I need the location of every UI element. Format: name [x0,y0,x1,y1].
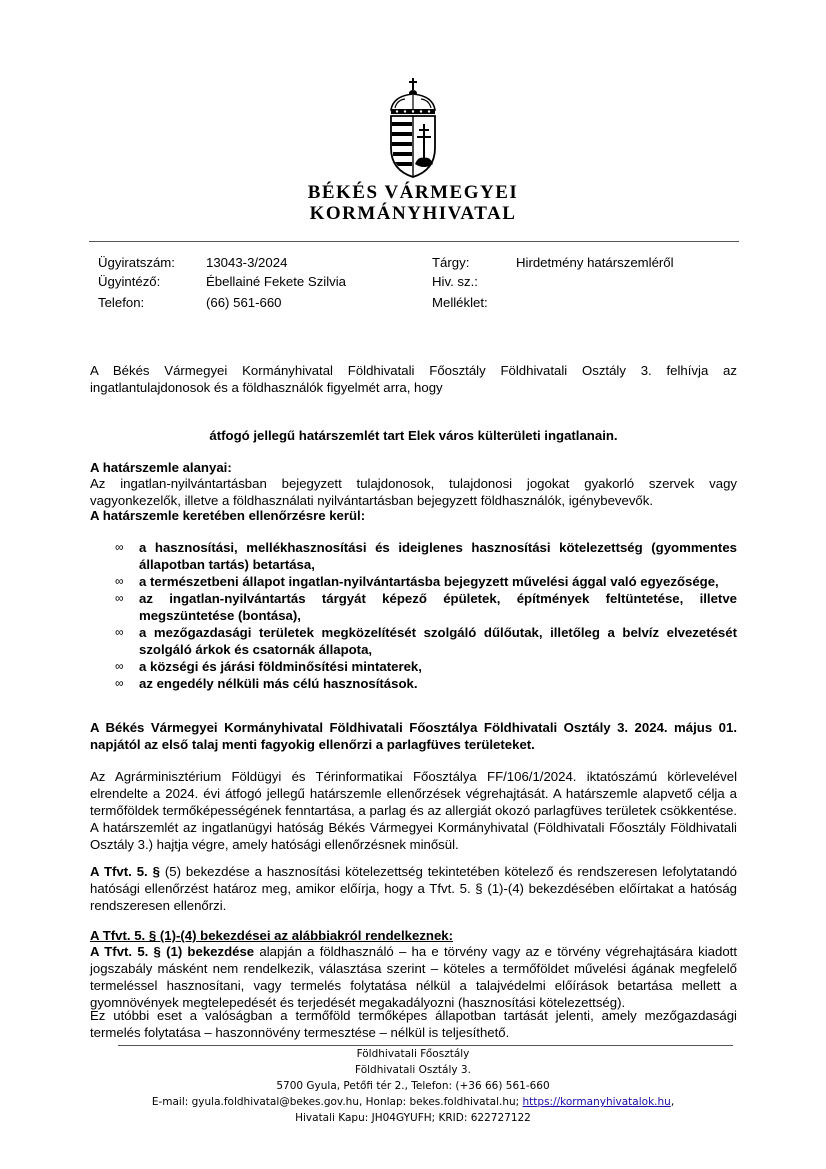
ugyiratszam-value: 13043-3/2024 [206,255,288,270]
ugyintezo-value: Ébellainé Fekete Szilvia [206,274,347,289]
infinity-bullet-icon: ∞ [115,625,124,639]
melleklet-label: Melléklet: [432,295,488,310]
ugyiratszam-label: Ügyiratszám: [98,255,175,270]
list-item: ∞ az ingatlan-nyilvántartás tárgyát képező épületek, építmények feltüntetése, illetve megszüntetése (bontása), [115,591,737,623]
footer-line2: Földhivatali Osztály 3. [355,1064,471,1076]
infinity-bullet-icon: ∞ [115,574,124,588]
header-divider [89,241,739,242]
targy-label: Tárgy: [432,255,470,270]
infinity-bullet-icon: ∞ [115,659,124,673]
alanyai-title: A határszemle alanyai: [90,460,232,475]
list-item: ∞ a községi és járási földminősítési mintaterek, [115,659,422,674]
coat-of-arms-logo [385,78,441,178]
tfvt-1-paragraph: A Tfvt. 5. § (1) bekezdése alapján a földhasználó – ha e törvény vagy az e törvény végrehajtására kiadott jogszabály másként nem rendelkezik, választása szerint – köteles a termőföldet művelési ágának megfelelő termeléssel hasznosítani, vagy termelés folytatása nélkül a talajvédelmi előírások betartása mellett a gyomnövények megtelepedését és terjedését megakadályozni (hasznosítási kötelezettség). [90,944,737,1010]
telefon-label: Telefon: [98,295,145,310]
kormanyhivatalok-link[interactable]: https://kormanyhivatalok.hu [522,1096,671,1108]
keret-title: A határszemle keretében ellenőrzésre kerül: [90,508,366,523]
hivsz-label: Hiv. sz.: [432,274,478,289]
telefon-value: (66) 561-660 [206,295,282,310]
ugyintezo-label: Ügyintéző: [98,274,161,289]
org-name-line1: BÉKÉS VÁRMEGYEI [307,182,519,203]
footer-address: 5700 Gyula, Petőfi tér 2., Telefon: (+36 66) 561-660 [276,1080,550,1092]
list-item: ∞ a mezőgazdasági területek megközelítését szolgáló dűlőutak, illetőleg a belvíz elvezetését szolgáló árkok és csatornák állapota, [115,625,737,657]
list-item: ∞ a hasznosítási, mellékhasznosítási és ideiglenes hasznosítási kötelezettség (gyommentes állapotban tartás) betartása, [115,540,737,572]
footer-contact: E-mail: gyula.foldhivatal@bekes.gov.hu, Honlap: bekes.foldhivatal.hu; https://kormanyhivatalok.hu, [151,1096,675,1108]
infinity-bullet-icon: ∞ [115,591,124,605]
headline: átfogó jellegű határszemlét tart Elek város külterületi ingatlanain. [209,428,618,443]
intro-paragraph: A Békés Vármegyei Kormányhivatal Földhivatali Főosztály Földhivatali Osztály 3. felhívja az ingatlantulajdonosok és a földhasználók figyelmét arra, hogy [90,363,737,395]
alanyai-text: Az ingatlan-nyilvántartásban bejegyzett tulajdonosok, tulajdonosi jogokat gyakorló szervek vagy vagyonkezelők, illetve a földhasználati nyilvántartásban bejegyzett földhasználók, igénybevevők. [90,476,737,508]
parlagfu-paragraph: A Békés Vármegyei Kormányhivatal Földhivatali Főosztálya Földhivatali Osztály 3. 2024. május 01. napjától az első talaj menti fagyokig ellenőrzi a parlagfüves területeket. [90,720,737,752]
targy-value: Hirdetmény határszemléről [516,255,674,270]
infinity-bullet-icon: ∞ [115,676,124,690]
org-name-line2: KORMÁNYHIVATAL [309,203,517,224]
list-item: ∞ az engedély nélküli más célú hasznosítások. [115,676,418,691]
hasznositas-paragraph: Ez utóbbi eset a valóságban a termőföld termőképes állapotban tartását jelenti, amely mezőgazdasági termelés folytatása – haszonnövény termesztése – nélkül is teljesíthető. [90,1008,737,1040]
rendelkeznek-title: A Tfvt. 5. § (1)-(4) bekezdései az alábbiakról rendelkeznek: [90,928,454,943]
tfvt-paragraph: A Tfvt. 5. § (5) bekezdése a hasznosítási kötelezettség tekintetében kötelező és rendszeresen lefolytatandó hatósági ellenőrzést határoz meg, amikor előírja, hogy a Tfvt. 5. § (1)-(4) bekezdésében előírtakat a hatóság rendszeresen ellenőrzi. [90,864,737,913]
footer-hivatali-kapu: Hivatali Kapu: JH04GYUFH; KRID: 622727122 [295,1112,531,1124]
footer-line1: Földhivatali Főosztály [356,1048,470,1060]
agrar-paragraph: Az Agrárminisztérium Földügyi és Térinformatikai Főosztálya FF/106/1/2024. iktatószámú körlevelével elrendelte a 2024. évi átfogó jellegű határszemle ellenőrzések végrehajtását. A határszemle alapvető célja a termőföldek termőképességének fenntartása, a parlag és az allergiát okozó parlagfüves területek csökkentése. A határszemlét az ingatlanügyi hatóság Békés Vármegyei Kormányhivatal (Földhivatali Főosztály Földhivatali Osztály 3.) hajtja végre, amely hatósági ellenőrzésnek minősül. [90,769,737,852]
infinity-bullet-icon: ∞ [115,540,124,554]
list-item: ∞ a természetbeni állapot ingatlan-nyilvántartásba bejegyzett művelési ággal való egyezősége, [115,574,719,589]
check-list [90,539,737,692]
